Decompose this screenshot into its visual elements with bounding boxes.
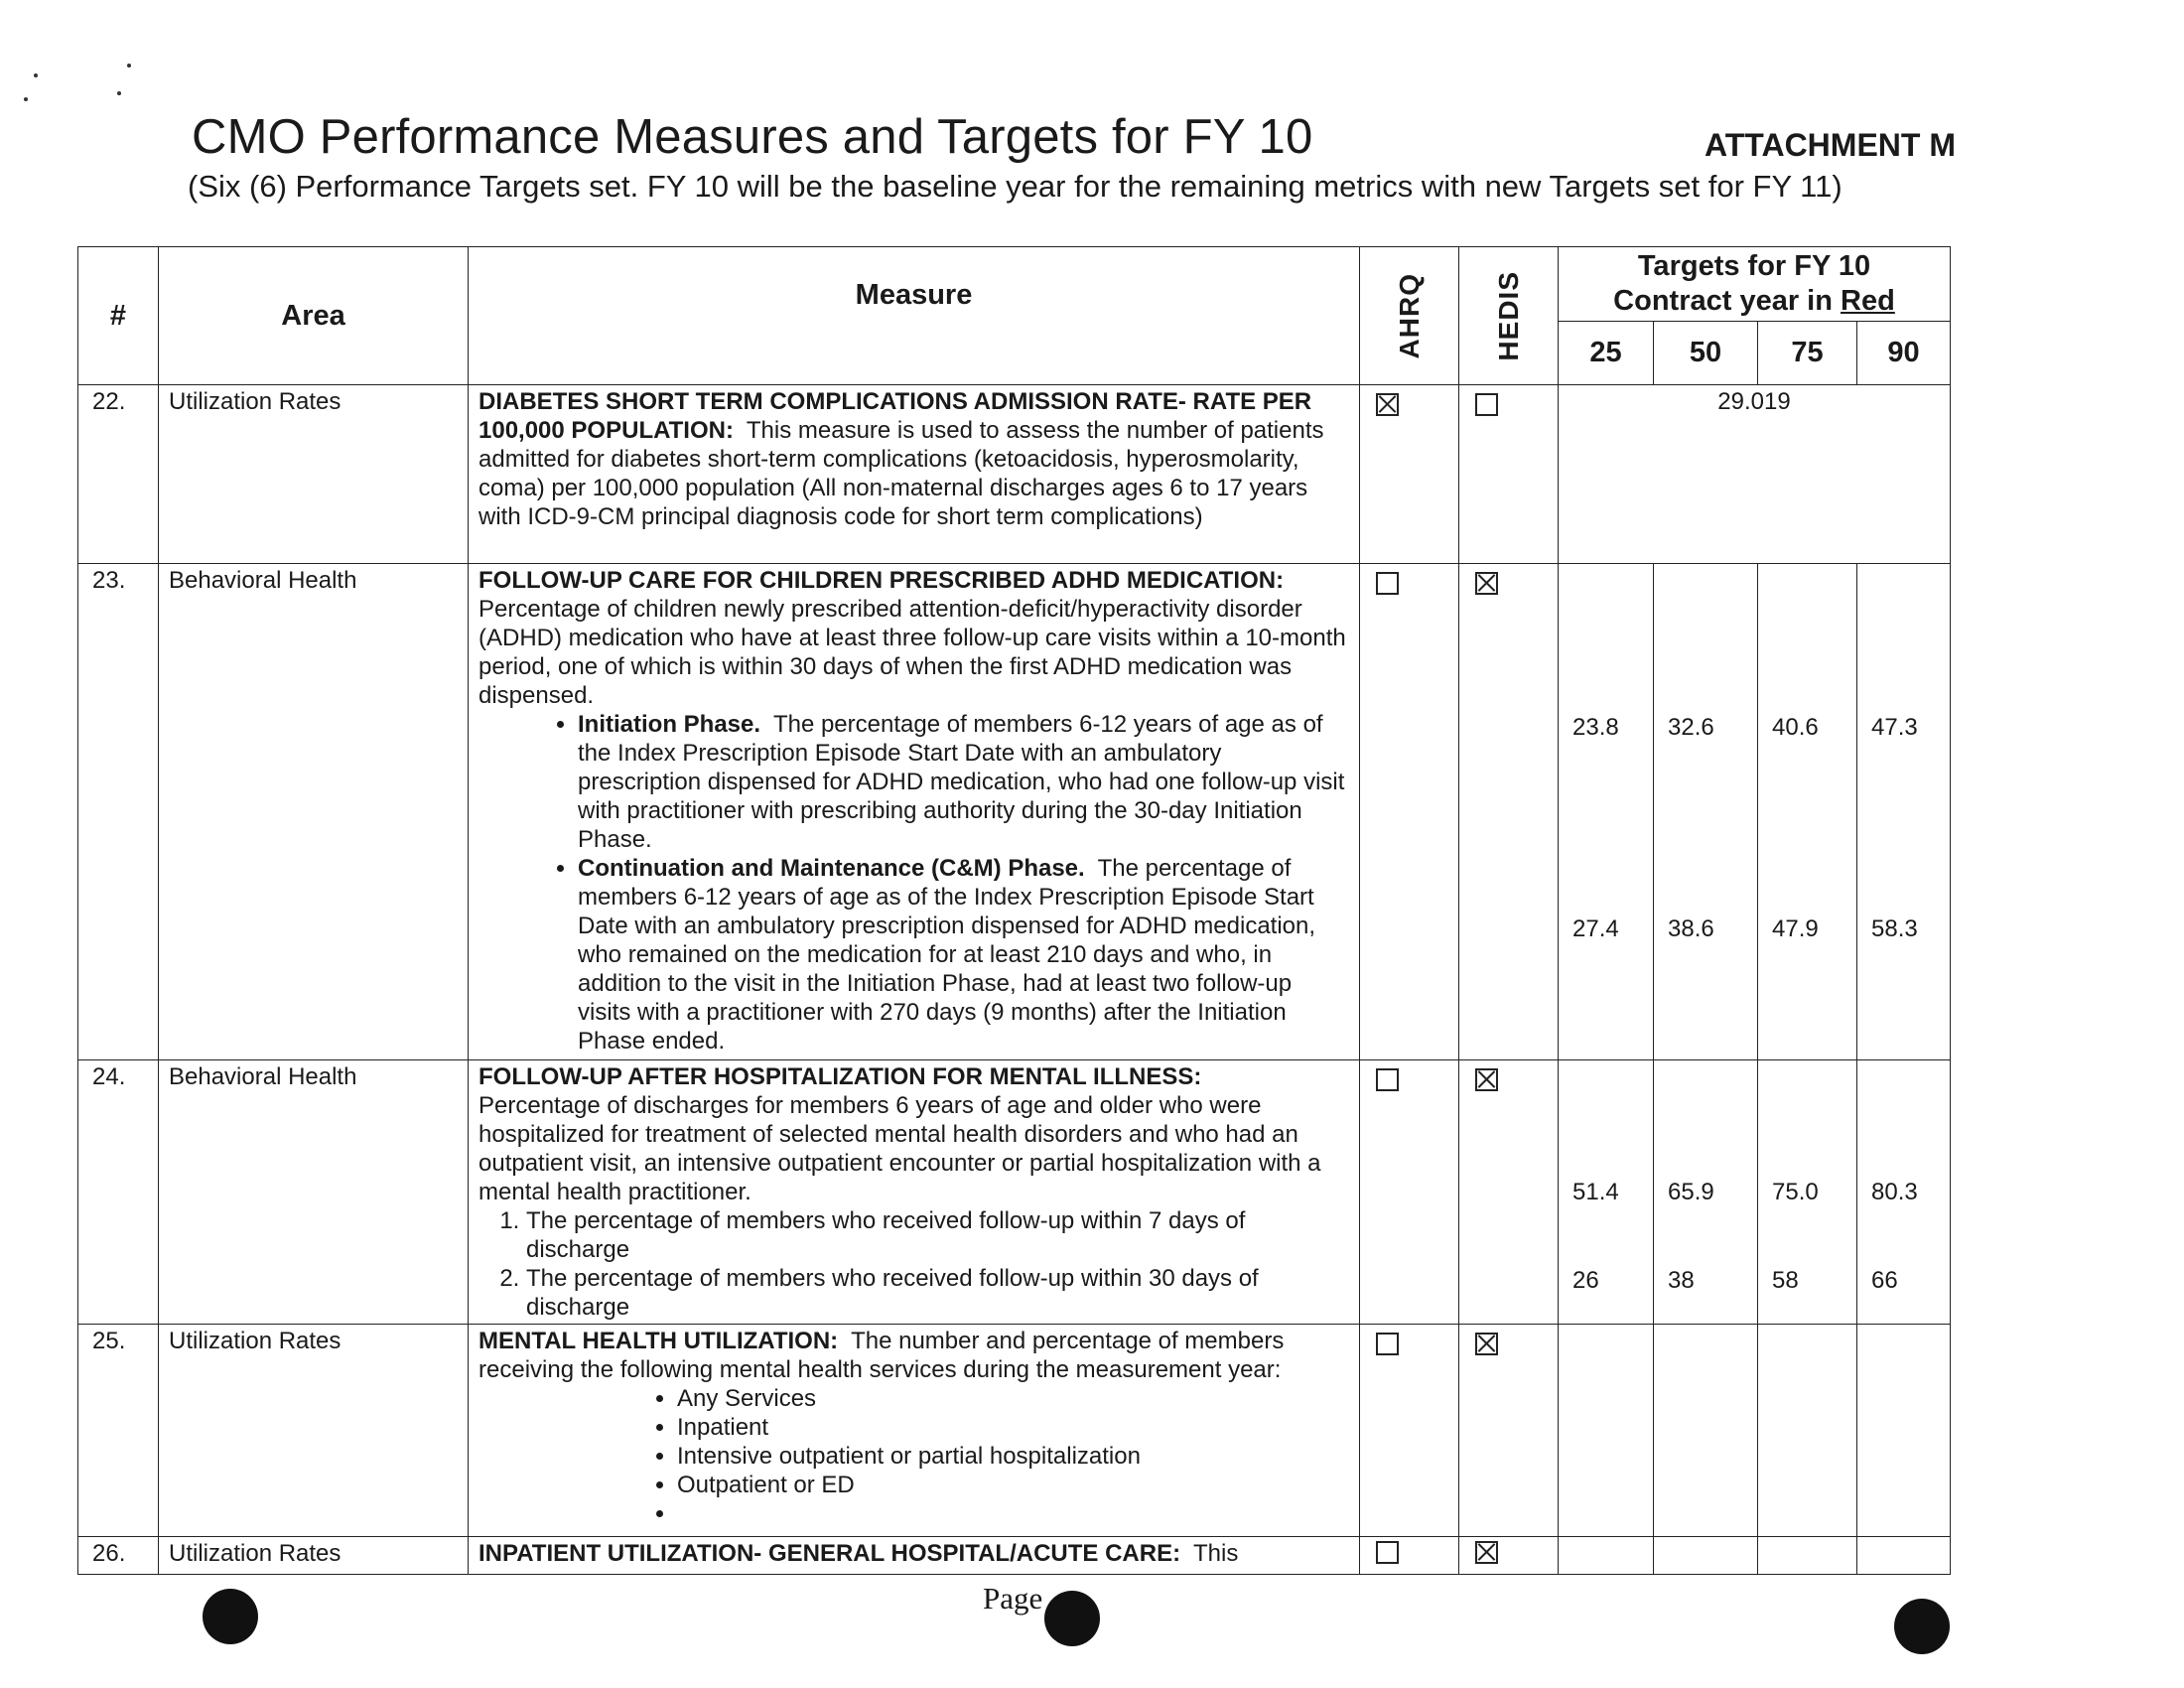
target-value: 23.8 xyxy=(1572,714,1619,741)
col-num-header: # xyxy=(78,247,159,385)
measure-numbered-list xyxy=(478,1206,1349,1322)
bullet-item: • Any Services xyxy=(677,1384,1349,1413)
measure-body: This xyxy=(1193,1540,1239,1567)
col-hedis-header xyxy=(1459,247,1559,385)
target-p90 xyxy=(1857,1537,1951,1575)
numbered-item: 1. The percentage of members who received follow-up within 7 days of discharge xyxy=(526,1206,1349,1264)
bullet-item: • Intensive outpatient or partial hospitalization xyxy=(677,1442,1349,1471)
hedis-checkbox-checked xyxy=(1475,1333,1498,1355)
target-p50 xyxy=(1654,564,1758,1060)
bullet-text: The percentage of members 6-12 years of age as of the Index Prescription Episode Start Date with an ambulatory prescription dispensed for ADHD medication, who remained on the medication for at least 210 days and who, in addition to the visit in the Initiation Phase, had at least two follow-up visits with a practitioner with 270 days (9 months) after the Initiation Phase ended. xyxy=(578,855,1316,1055)
p90-header: 90 xyxy=(1857,322,1951,385)
hedis-cell xyxy=(1459,385,1559,564)
target-value: 32.6 xyxy=(1668,714,1714,741)
target-p50 xyxy=(1654,1060,1758,1325)
ahrq-cell xyxy=(1360,564,1459,1060)
hedis-label: HEDIS xyxy=(1493,270,1524,361)
ahrq-checkbox-checked xyxy=(1376,393,1399,416)
target-p90 xyxy=(1857,1060,1951,1325)
row-area: Behavioral Health xyxy=(159,564,469,1060)
measure-body: The number and percentage of members receiving the following mental health services during the measurement year: xyxy=(478,1328,1285,1383)
target-value: 58.3 xyxy=(1871,915,1918,942)
bullet-text: The percentage of members 6-12 years of age as of the Index Prescription Episode Start Date with an ambulatory prescription dispensed for ADHD medication, who had one follow-up visit with practitioner with prescribing authority during the 30-day Initiation Phase. xyxy=(578,711,1345,853)
measure-body: Percentage of children newly prescribed attention-deficit/hyperactivity disorder (ADHD) medication who have at least three follow-up care visits within a 10-month period, one of which is within 30 days of when the first ADHD medication was dispensed. xyxy=(478,596,1346,709)
bullet-item xyxy=(677,1499,1349,1528)
hedis-cell xyxy=(1459,1537,1559,1575)
p75-header: 75 xyxy=(1758,322,1857,385)
row-number: 22. xyxy=(78,385,159,564)
target-p25 xyxy=(1559,564,1654,1060)
target-value: 51.4 xyxy=(1572,1179,1619,1205)
table-row xyxy=(78,1537,1951,1575)
target-p75 xyxy=(1758,564,1857,1060)
table-row xyxy=(78,1325,1951,1537)
bullet-title: Initiation Phase. xyxy=(578,711,761,738)
hedis-cell xyxy=(1459,564,1559,1060)
punch-hole-center xyxy=(1044,1591,1100,1646)
measures-table xyxy=(77,246,1951,1575)
measure-title: MENTAL HEALTH UTILIZATION: xyxy=(478,1328,839,1354)
target-p90 xyxy=(1857,1325,1951,1537)
row-area: Utilization Rates xyxy=(159,1537,469,1575)
target-value: 47.3 xyxy=(1871,714,1918,741)
target-value: 47.9 xyxy=(1772,915,1819,942)
target-p25 xyxy=(1559,1325,1654,1537)
ahrq-checkbox-unchecked xyxy=(1376,1541,1399,1564)
measure-title: FOLLOW-UP AFTER HOSPITALIZATION FOR MENTAL ILLNESS: xyxy=(478,1063,1202,1090)
page-footer: Page xyxy=(983,1581,1043,1616)
punch-hole-left xyxy=(203,1589,258,1644)
header-row xyxy=(78,247,1951,322)
target-value: 40.6 xyxy=(1772,714,1819,741)
targets-header-line2 xyxy=(1569,284,1940,319)
attachment-label: ATTACHMENT M xyxy=(1705,127,1956,163)
hedis-checkbox-checked xyxy=(1475,1068,1498,1091)
row-measure xyxy=(469,564,1360,1060)
hedis-checkbox-checked xyxy=(1475,1541,1498,1564)
target-value: 75.0 xyxy=(1772,1179,1819,1205)
hedis-checkbox-unchecked xyxy=(1475,393,1498,416)
ahrq-cell xyxy=(1360,385,1459,564)
page-title: CMO Performance Measures and Targets for FY 10 xyxy=(192,110,1313,164)
measure-body: Percentage of discharges for members 6 years of age and older who were hospitalized for treatment of selected mental health disorders and who had an outpatient visit, an intensive outpatient encounter or partial hospitalization with a mental health practitioner. xyxy=(478,1092,1321,1205)
target-value: 65.9 xyxy=(1668,1179,1714,1205)
target-value: 66 xyxy=(1871,1267,1898,1294)
punch-hole-right xyxy=(1894,1599,1950,1654)
target-value: 27.4 xyxy=(1572,915,1619,942)
ahrq-cell xyxy=(1360,1537,1459,1575)
target-p75 xyxy=(1758,1325,1857,1537)
bullet-title: Continuation and Maintenance (C&M) Phase. xyxy=(578,855,1085,882)
row-number: 25. xyxy=(78,1325,159,1537)
measure-bullets xyxy=(478,710,1349,1055)
col-area-header: Area xyxy=(159,247,469,385)
row-area: Utilization Rates xyxy=(159,1325,469,1537)
ahrq-cell xyxy=(1360,1060,1459,1325)
row-measure xyxy=(469,1325,1360,1537)
target-value: 38.6 xyxy=(1668,915,1714,942)
measure-title: INPATIENT UTILIZATION- GENERAL HOSPITAL/ACUTE CARE: xyxy=(478,1540,1181,1567)
row-number: 23. xyxy=(78,564,159,1060)
target-p50 xyxy=(1654,1537,1758,1575)
bullet-item: • Outpatient or ED xyxy=(677,1471,1349,1499)
ahrq-label: AHRQ xyxy=(1394,272,1425,359)
targets-header-line1: Targets for FY 10 xyxy=(1637,250,1871,282)
target-p75 xyxy=(1758,1537,1857,1575)
target-p25 xyxy=(1559,1060,1654,1325)
table-row xyxy=(78,564,1951,1060)
row-number: 24. xyxy=(78,1060,159,1325)
row-measure xyxy=(469,1537,1360,1575)
ahrq-checkbox-unchecked xyxy=(1376,1333,1399,1355)
table-row xyxy=(78,385,1951,564)
ahrq-checkbox-unchecked xyxy=(1376,572,1399,595)
target-merged-value: 29.019 xyxy=(1559,385,1951,564)
targets-header xyxy=(1559,247,1951,322)
target-p50 xyxy=(1654,1325,1758,1537)
measure-title: FOLLOW-UP CARE FOR CHILDREN PRESCRIBED ADHD MEDICATION: xyxy=(478,567,1285,594)
measure-body: This measure is used to assess the number of patients admitted for diabetes short-term complications (ketoacidosis, hyperosmolarity, coma) per 100,000 population (All non-maternal discharges ages 6 to 17 years with ICD-9-CM principal diagnosis code for short term complications) xyxy=(478,417,1324,530)
ahrq-cell xyxy=(1360,1325,1459,1537)
ahrq-checkbox-unchecked xyxy=(1376,1068,1399,1091)
measure-bullets xyxy=(478,1384,1349,1528)
p25-header: 25 xyxy=(1559,322,1654,385)
targets-red-word: Red xyxy=(1841,285,1895,317)
row-area: Utilization Rates xyxy=(159,385,469,564)
bullet-item xyxy=(578,710,1349,854)
target-value: 80.3 xyxy=(1871,1179,1918,1205)
page-subtitle: (Six (6) Performance Targets set. FY 10 will be the baseline year for the remaining metrics with new Targets set for FY 11) xyxy=(188,169,1843,204)
measure-title: DIABETES SHORT TERM COMPLICATIONS ADMISSION RATE- RATE PER 100,000 POPULATION: xyxy=(478,388,1312,444)
hedis-checkbox-checked xyxy=(1475,572,1498,595)
row-measure xyxy=(469,385,1360,564)
target-p75 xyxy=(1758,1060,1857,1325)
col-ahrq-header xyxy=(1360,247,1459,385)
target-p25 xyxy=(1559,1537,1654,1575)
target-p90 xyxy=(1857,564,1951,1060)
col-measure-header: Measure xyxy=(469,247,1360,385)
table-row xyxy=(78,1060,1951,1325)
hedis-cell xyxy=(1459,1060,1559,1325)
bullet-item: • Inpatient xyxy=(677,1413,1349,1442)
bullet-item xyxy=(578,854,1349,1055)
numbered-item: 2. The percentage of members who received follow-up within 30 days of discharge xyxy=(526,1264,1349,1322)
target-value: 38 xyxy=(1668,1267,1695,1294)
p50-header: 50 xyxy=(1654,322,1758,385)
target-value: 58 xyxy=(1772,1267,1799,1294)
row-area: Behavioral Health xyxy=(159,1060,469,1325)
row-number: 26. xyxy=(78,1537,159,1575)
targets-contract-text: Contract year in xyxy=(1613,285,1842,317)
row-measure xyxy=(469,1060,1360,1325)
target-value: 26 xyxy=(1572,1267,1599,1294)
hedis-cell xyxy=(1459,1325,1559,1537)
